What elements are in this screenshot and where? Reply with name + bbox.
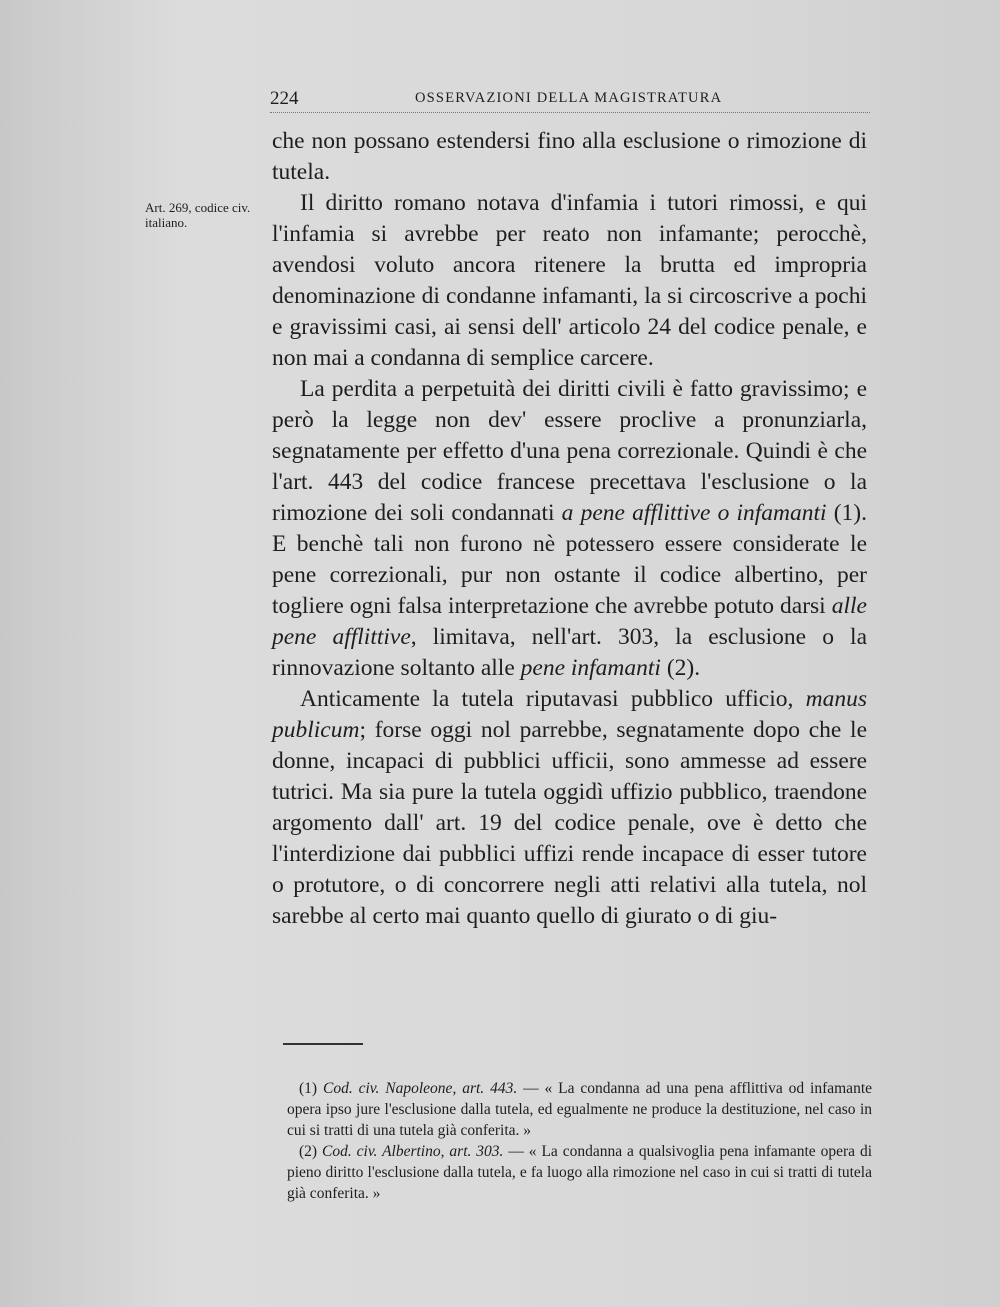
- italic-run: alle pene afflittive: [272, 593, 867, 650]
- text-run: Anticamente la tutela riputavasi pubblico ufficio,: [300, 686, 806, 712]
- italic-run: manus publicum: [272, 686, 867, 743]
- footnotes: [287, 1078, 872, 1204]
- text-run: La perdita a perpetuità dei diritti civili è fatto gravissimo; e però la legge non dev' essere proclive a pronunziarla, segnatamente per effetto d'una pena correzionale. Quindi è che l'art. 443 del codice francese precettava l'esclusione o la rimozione dei soli condannati: [272, 376, 867, 526]
- footnote-text: — « La condanna a qualsivoglia pena infamante opera di pieno diritto l'esclusione dalla tutela, e fa luogo alla rimozione nel caso in cui si tratti di tutela già conferita. »: [287, 1143, 872, 1202]
- page-number: 224: [270, 88, 299, 109]
- footnote-1: [287, 1078, 872, 1141]
- paragraph-4: [272, 684, 867, 932]
- italic-run: a pene afflittive o infamanti: [561, 500, 827, 526]
- footnote-reference: Cod. civ. Albertino, art. 303.: [322, 1143, 504, 1160]
- margin-note: Art. 269, codice civ. italiano.: [145, 200, 251, 230]
- paragraph-3: [272, 374, 867, 684]
- footnote-rule: [283, 1043, 363, 1045]
- text-run: ; forse oggi nol parrebbe, segnatamente dopo che le donne, incapaci di pubblici ufficii, sono ammesse ad essere tutrici. Ma sia pure la tutela oggidì uffizio pubblico, traendone argomento dall' art. 19 del codice penale, ove è detto che l'interdizione dai pubblici uffizi rende incapace di esser tutore o protutore, o di concorrere negli atti relativi alla tutela, nol sarebbe al certo mai quanto quello di giurato o di giu-: [272, 717, 867, 929]
- running-head: OSSERVAZIONI DELLA MAGISTRATURA: [415, 90, 723, 106]
- italic-run: pene infamanti: [520, 655, 661, 681]
- page-header: [270, 88, 870, 113]
- text-run: , limitava, nell'art. 303, la esclusione o la rinnovazione soltanto alle: [272, 624, 867, 681]
- text-run: (2).: [660, 655, 701, 681]
- footnote-text: — « La condanna ad una pena afflittiva od infamante opera ipso jure l'esclusione dalla tutela, ed egualmente ne produce la destituzione, nel caso in cui si tratti di una tutela già conferita. »: [287, 1080, 873, 1139]
- footnote-number: (2): [299, 1143, 322, 1160]
- text-run: (1). E benchè tali non furono nè potessero essere considerate le pene correzionali, pur non ostante il codice albertino, per togliere ogni falsa interpretazione che avrebbe potuto darsi: [272, 500, 867, 619]
- footnote-reference: Cod. civ. Napoleone, art. 443.: [322, 1080, 518, 1097]
- footnote-number: (1): [299, 1080, 323, 1097]
- main-text: [272, 126, 867, 932]
- paragraph-2: Il diritto romano notava d'infamia i tutori rimossi, e qui l'infamia si avrebbe per reato non infamante; perocchè, avendosi voluto ancora ritenere la brutta ed impropria denominazione di condanne infamanti, la si circoscrive a pochi e gravissimi casi, ai sensi dell' articolo 24 del codice penale, e non mai a condanna di semplice carcere.: [272, 190, 867, 371]
- paragraph-1: che non possano estendersi fino alla esclusione o rimozione di tutela.: [272, 128, 867, 185]
- footnote-2: [287, 1141, 872, 1204]
